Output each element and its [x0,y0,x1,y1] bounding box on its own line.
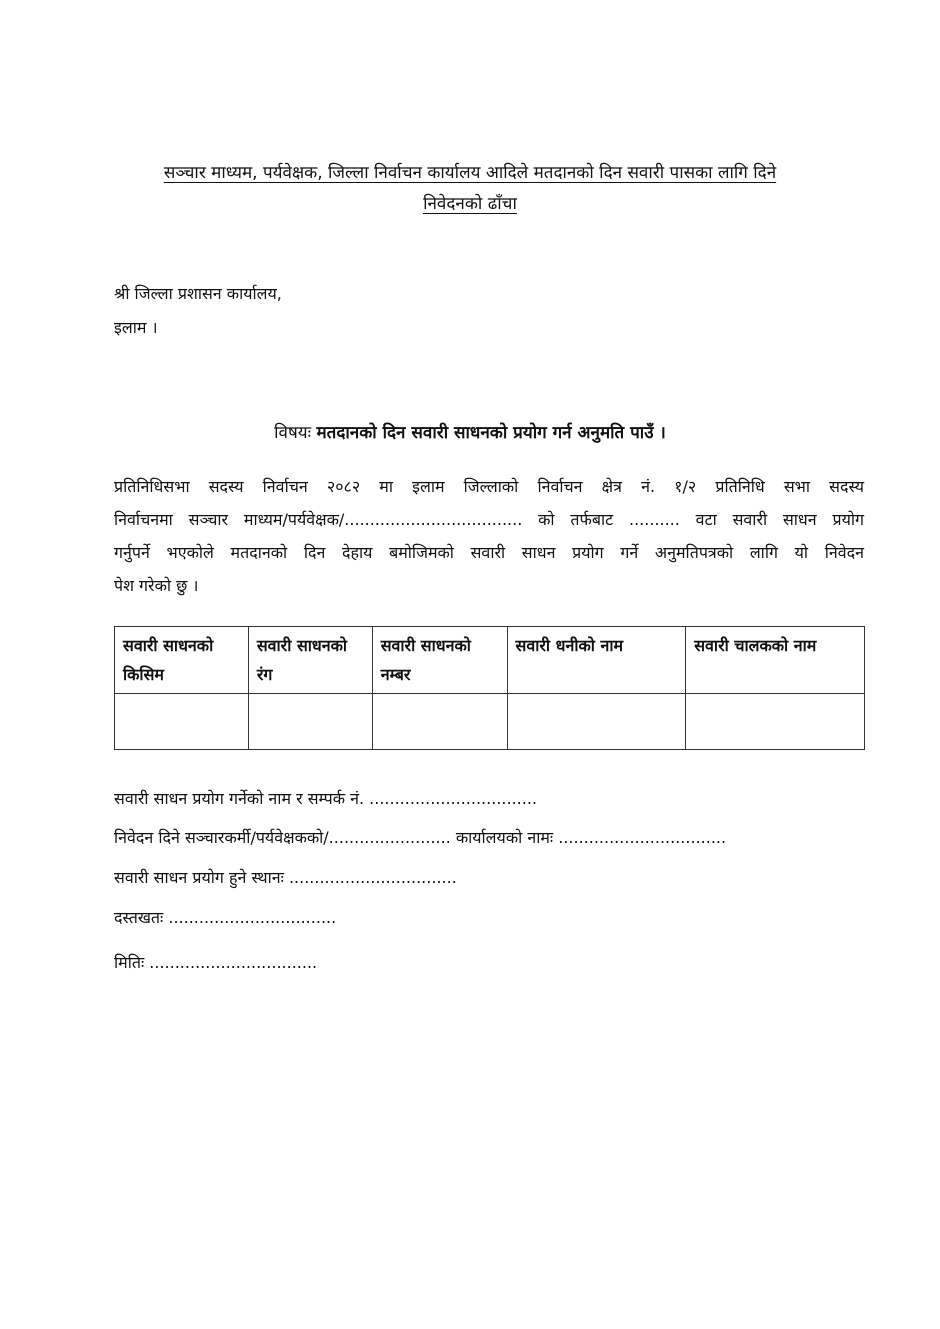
address-line-1: श्री जिल्ला प्रशासन कार्यालय, [114,284,282,303]
body-paragraph [114,470,864,602]
body-line-1: प्रतिनिधिसभा सदस्य निर्वाचन २०८२ मा इलाम जिल्लाको निर्वाचन क्षेत्र नं. १/२ प्रतिनिधि सभा सदस्य [114,477,864,496]
table-cell[interactable] [115,694,249,750]
body-line-3: गर्नुपर्ने भएकोले मतदानको दिन देहाय बमोजिमको सवारी साधन प्रयोग गर्ने अनुमतिपत्रको लागि यो निवेदन [114,543,864,562]
table-cell[interactable] [372,694,507,750]
header-driver-name: सवारी चालकको नाम [686,627,865,694]
table-header-row [115,627,865,694]
header-vehicle-type: सवारी साधनको किसिम [115,627,249,694]
header-vehicle-number: सवारी साधनको नम्बर [372,627,507,694]
address-line-2: इलाम । [114,318,158,337]
title-line-1: सञ्चार माध्यम, पर्यवेक्षक, जिल्ला निर्वाचन कार्यालय आदिले मतदानको दिन सवारी पासका लागि दिने [163,163,777,183]
table-row [115,694,865,750]
header-owner-name: सवारी धनीको नाम [507,627,686,694]
user-name-contact-field: सवारी साधन प्रयोग गर्नेको नाम र सम्पर्क नं. ................................. [114,789,538,808]
vehicle-details-table [114,626,865,750]
applicant-office-field: निवेदन दिने सञ्चारकर्मी/पर्यवेक्षकको/........................ कार्यालयको नामः ................................. [114,828,727,847]
table-cell[interactable] [248,694,372,750]
document-title [100,158,840,220]
body-line-4: पेश गरेको छु । [114,576,199,595]
title-line-2: निवेदनको ढाँचा [423,194,517,214]
body-line-2: निर्वाचनमा सञ्चार माध्यम/पर्यवेक्षक/................................... को तर्फबाट .......... वटा सवारी साधन प्रयोग [114,510,864,529]
header-vehicle-color: सवारी साधनको रंग [248,627,372,694]
table-cell[interactable] [507,694,686,750]
usage-place-field: सवारी साधन प्रयोग हुने स्थानः ................................. [114,868,457,887]
signature-field: दस्तखतः ................................. [114,908,337,927]
subject-text: मतदानको दिन सवारी साधनको प्रयोग गर्न अनुमति पाउँ । [316,423,666,443]
table-cell[interactable] [686,694,865,750]
subject-line [100,420,840,443]
subject-label: विषयः [274,423,312,443]
date-field: मितिः ................................. [114,953,318,972]
